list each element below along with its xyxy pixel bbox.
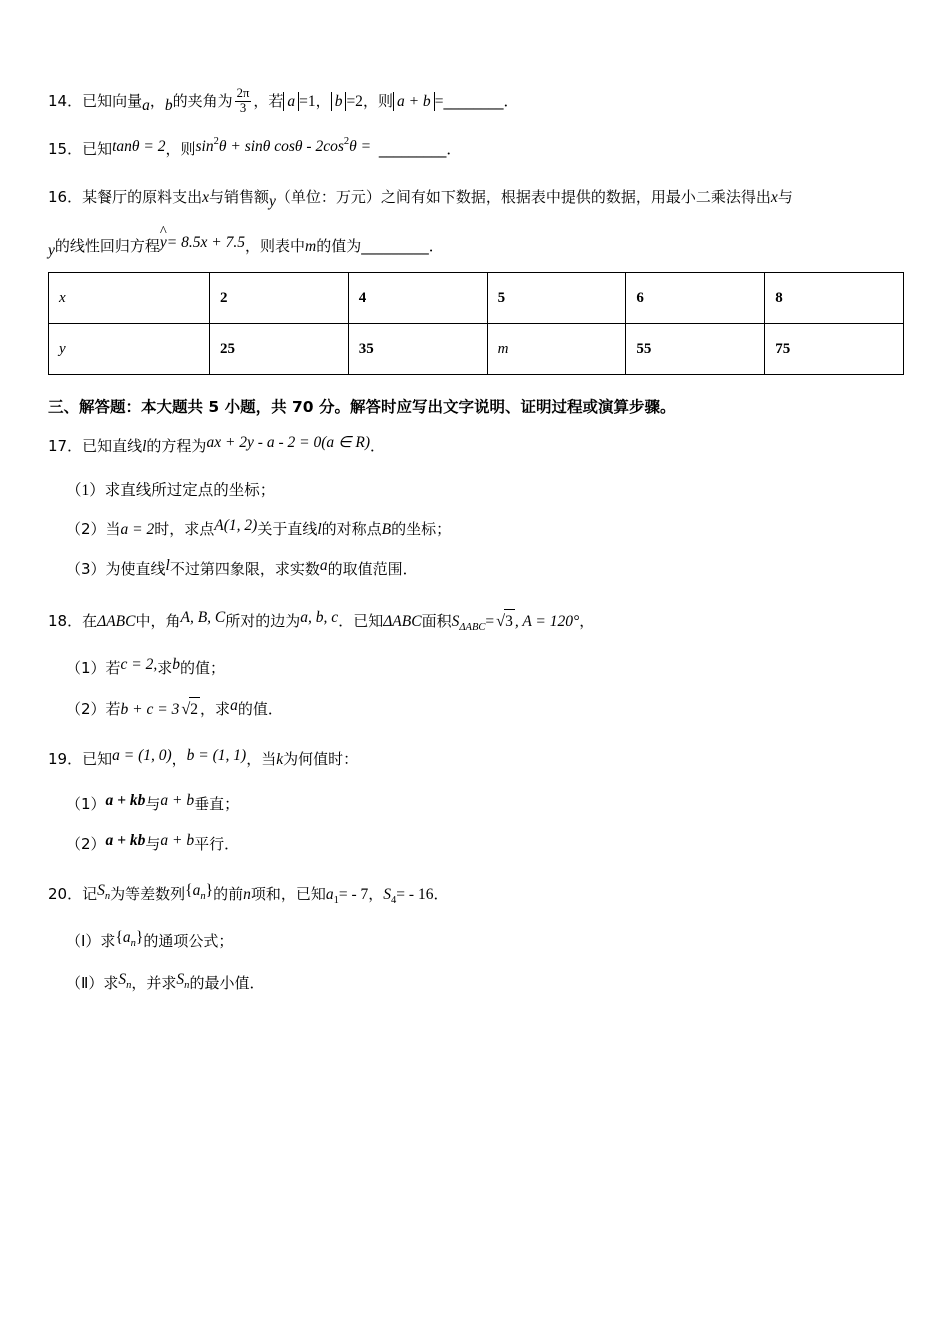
q17-p2-point: A(1, 2): [214, 517, 258, 535]
q17-p3-text-3: 的取值范围．: [327, 560, 418, 579]
table-cell-y-0: 25: [210, 324, 349, 375]
q18-triangle: ΔABC: [97, 612, 136, 630]
q20-p2-S-sub: n: [126, 980, 132, 992]
question-19: [48, 748, 904, 771]
q19-text-3: 为何值时：: [283, 750, 359, 769]
q19-vector-a: a = (1, 0): [112, 747, 172, 765]
q19-number: 19．: [48, 750, 83, 769]
q18-text-5: 面积: [421, 611, 452, 630]
q14-abs-ab-inner: a + b: [396, 92, 431, 110]
q14-eq3: =: [434, 92, 444, 110]
q20-p1-an: a: [122, 929, 131, 947]
q20-p1-text: 的通项公式；: [143, 932, 234, 951]
q18-p2-text-2: ，求: [200, 699, 231, 718]
q15-expr-2c: θ =: [349, 137, 372, 155]
table-cell-x-0: 2: [210, 273, 349, 324]
q16-var-y2: y: [48, 242, 55, 260]
q16-eq-rest: = 8.5x + 7.5: [166, 234, 245, 252]
q20-brace-close: }: [205, 882, 214, 900]
q20-a1: a: [325, 886, 334, 904]
q18-area-S: S: [451, 612, 460, 630]
q18-text-1: 在: [82, 611, 98, 630]
q16-text-3: （单位：万元）之间有如下数据，根据表中提供的数据，用最小二乘法得出: [275, 187, 771, 206]
question-18-part-1: [48, 656, 904, 682]
q20-text-3: 的前: [213, 885, 244, 904]
q14-abs-a: [283, 92, 299, 111]
q19-p1-text-2: 垂直；: [194, 794, 240, 813]
q14-text-1: 已知向量: [82, 91, 143, 110]
q18-sqrt3-value: 3: [504, 609, 515, 633]
q17-p2-text-4: 的对称点: [321, 520, 382, 539]
q18-text-2: 中，角: [135, 611, 181, 630]
q20-p1-brace-open: {: [115, 929, 123, 947]
q14-comma2: ，: [315, 91, 331, 110]
q20-S4-sub: 4: [391, 895, 397, 907]
q16-text-5: 的线性回归方程: [54, 237, 160, 256]
q15-expr-2b-sup: 2: [343, 136, 350, 148]
q17-p2-text-5: 的坐标；: [391, 520, 452, 539]
q14-abs-a-inner: a: [287, 92, 296, 110]
question-19-part-2: [48, 832, 904, 858]
q17-p3-a: a: [319, 557, 328, 575]
q17-text-2: 的方程为: [146, 437, 207, 456]
question-18: [48, 609, 904, 636]
q18-comma: ，: [579, 611, 595, 630]
question-14: [48, 88, 904, 116]
q20-text-1: 记: [82, 885, 98, 904]
table-cell-x-3: 6: [626, 273, 765, 324]
q16-text-6: ，则表中: [244, 237, 305, 256]
q19-comma: ，: [171, 750, 187, 769]
q20-brace-open: {: [185, 882, 193, 900]
q20-p2-label: （Ⅱ）求: [66, 974, 119, 993]
q17-equation: ax + 2y - a - 2 = 0(a ∈ R): [206, 434, 370, 452]
q18-number: 18．: [48, 611, 83, 630]
q14-text-2: 的夹角为: [172, 91, 233, 110]
q17-p2-eq: a = 2: [120, 521, 155, 539]
q16-var-x2: x: [770, 188, 778, 206]
question-16-line-2: [48, 235, 904, 258]
q16-text-2: 与销售额: [209, 187, 270, 206]
q20-p1-label: （Ⅰ）求: [66, 932, 116, 951]
q20-an-sub: n: [200, 891, 206, 903]
q18-sqrt3: [494, 609, 515, 633]
table-cell-y-4: 75: [765, 324, 904, 375]
q20-text-4: 项和，已知: [250, 885, 326, 904]
section-3-heading: 三、解答题：本大题共 5 小题，共 70 分。解答时应写出文字说明、证明过程或演算步骤。: [48, 398, 676, 417]
q15-blank: _________．: [378, 140, 462, 159]
q14-vector-b: b: [164, 96, 173, 114]
q14-vector-a: a: [142, 96, 150, 114]
q20-period: ．: [433, 885, 449, 904]
q15-expr-2-sup: 2: [213, 136, 219, 148]
question-18-part-2: [48, 696, 904, 723]
q14-text-4: 则: [377, 91, 393, 110]
q15-expr-2a: sin: [195, 137, 214, 155]
q17-text-1: 已知直线: [82, 437, 143, 456]
q16-var-m: m: [305, 238, 317, 256]
q16-text-7: 的值为_________．: [316, 237, 444, 256]
q16-var-x: x: [202, 188, 209, 206]
q16-yhat: ^ y: [160, 231, 167, 254]
q19-p1-expr-2: a + b: [160, 791, 195, 809]
q19-p2-label: （2）: [66, 834, 106, 853]
q19-p2-text-2: 平行．: [194, 834, 240, 853]
q18-p2-sqrt2-value: 2: [189, 697, 200, 723]
q19-text-2: ，当: [246, 750, 277, 769]
q20-p2-text-2: 的最小值．: [189, 974, 265, 993]
q14-eq2: =2: [346, 92, 363, 110]
q20-a1-sub: 1: [333, 895, 339, 907]
question-20: [48, 883, 904, 909]
question-17-part-1: （1）求直线所过定点的坐标；: [66, 481, 276, 499]
question-20-part-2: [48, 971, 904, 999]
q14-angle-fraction: [235, 87, 252, 115]
q19-p2-text-1: 与: [145, 834, 161, 853]
q18-p2-sqrt2-radical: √: [181, 699, 191, 718]
q14-comma3: ，: [362, 91, 378, 110]
q14-abs-b-inner: b: [334, 92, 343, 110]
q20-p1-an-sub: n: [130, 938, 136, 950]
q18-p1-text-1: （1）若: [66, 658, 121, 677]
q17-p2-text-3: 关于直线: [257, 520, 318, 539]
q16-var-y: y: [269, 192, 276, 210]
question-15: [48, 138, 904, 161]
q17-p3-l: l: [165, 557, 170, 575]
q20-a1-val: = - 7: [338, 886, 369, 904]
question-20-part-1: [48, 929, 904, 957]
q15-text-1: 已知: [82, 140, 113, 159]
table-cell-x-2: 5: [487, 273, 626, 324]
q18-p2-sqrt2: [179, 696, 200, 723]
question-17-part-2: [48, 517, 904, 543]
q15-number: 15．: [48, 140, 83, 159]
q16-text-4: 与: [777, 187, 793, 206]
page-content: [48, 88, 904, 1013]
q20-S4-val: = - 16: [396, 886, 434, 904]
q18-area-eq: =: [485, 612, 495, 630]
q14-abs-ab: [393, 92, 435, 111]
q18-p1-text-3: 的值；: [180, 658, 226, 677]
q15-expr-2b: θ + sinθ cosθ - 2cos: [218, 137, 344, 155]
q18-p2-a: a: [230, 696, 238, 714]
q18-area-rest: , A = 120°: [514, 612, 580, 630]
q18-sides: a, b, c: [300, 608, 339, 626]
table-row-label-y: y: [49, 324, 210, 375]
table-cell-x-4: 8: [765, 273, 904, 324]
q20-p2-S2: S: [176, 971, 185, 989]
q18-p1-eq: c = 2,: [120, 655, 158, 673]
q20-p2-S: S: [118, 971, 127, 989]
q18-p2-eq: b + c = 3: [120, 700, 180, 718]
q15-text-2: ，则: [165, 140, 196, 159]
q19-p2-expr-1: a + kb: [105, 831, 146, 849]
q14-eq1: =1: [299, 92, 316, 110]
q19-p1-label: （1）: [66, 794, 106, 813]
q17-p3-text-1: （3）为使直线: [66, 560, 166, 579]
q20-S: S: [97, 882, 105, 900]
q17-p2-text-2: 时，求点: [154, 520, 215, 539]
q14-angle-num: 2π: [236, 86, 250, 100]
q18-text-4: ．已知: [338, 611, 384, 630]
q16-text-1: 某餐厅的原料支出: [82, 187, 203, 206]
question-17: [48, 435, 904, 458]
q18-p2-text-1: （2）若: [66, 699, 121, 718]
q20-p1-brace-close: }: [135, 929, 144, 947]
question-19-part-1: [48, 792, 904, 818]
table-row: [49, 273, 904, 324]
q17-number: 17．: [48, 437, 83, 456]
q19-k: k: [276, 751, 284, 769]
q18-area-S-sub: ΔABC: [459, 622, 486, 634]
q18-sqrt3-radical: √: [496, 611, 506, 630]
q19-p1-text-1: 与: [145, 794, 161, 813]
q20-S4: S: [383, 886, 392, 904]
regression-data-table: [48, 272, 904, 375]
q17-p3-text-2: 不过第四象限，求实数: [169, 560, 320, 579]
table-cell-y-1: 35: [348, 324, 487, 375]
q17-period: ．: [369, 437, 385, 456]
q17-p2-B: B: [381, 521, 392, 539]
q20-p2-text-1: ，并求: [131, 974, 177, 993]
table-row-label-x: x: [49, 273, 210, 324]
q19-text-1: 已知: [82, 750, 113, 769]
q14-blank: ________．: [443, 91, 519, 110]
q18-p1-text-2: 求: [157, 658, 173, 677]
q15-expr-tan: tanθ = 2: [112, 137, 166, 155]
table-row: [49, 324, 904, 375]
q20-number: 20．: [48, 885, 83, 904]
q19-p1-expr-1: a + kb: [105, 791, 146, 809]
table-cell-x-1: 4: [348, 273, 487, 324]
q17-line-l: l: [142, 438, 147, 456]
q17-p2-l: l: [317, 521, 322, 539]
q14-number: 14．: [48, 91, 83, 110]
q20-comma: ，: [368, 885, 384, 904]
q18-angles: A, B, C: [180, 608, 226, 626]
q18-p2-text-3: 的值．: [237, 699, 283, 718]
q19-vector-b: b = (1, 1): [186, 747, 247, 765]
table-cell-y-2: m: [487, 324, 626, 375]
q14-comma: ，: [149, 91, 165, 110]
q14-abs-b: [331, 92, 347, 111]
question-16-line-1: [48, 186, 904, 209]
q14-text-3: ，若: [253, 91, 284, 110]
q18-p1-b: b: [172, 655, 181, 673]
q20-text-2: 为等差数列: [110, 885, 186, 904]
q14-angle-den: 3: [235, 101, 252, 116]
q20-p2-S2-sub: n: [184, 980, 190, 992]
q19-p2-expr-2: a + b: [160, 831, 195, 849]
q20-n: n: [243, 886, 251, 904]
q20-S-sub: n: [104, 891, 111, 903]
q18-triangle-2: ΔABC: [383, 612, 422, 630]
q20-an: a: [192, 882, 201, 900]
q16-number: 16．: [48, 187, 83, 206]
q18-text-3: 所对的边为: [225, 611, 301, 630]
question-17-part-3: [48, 557, 904, 583]
table-cell-y-3: 55: [626, 324, 765, 375]
q17-p2-text-1: （2）当: [66, 520, 121, 539]
